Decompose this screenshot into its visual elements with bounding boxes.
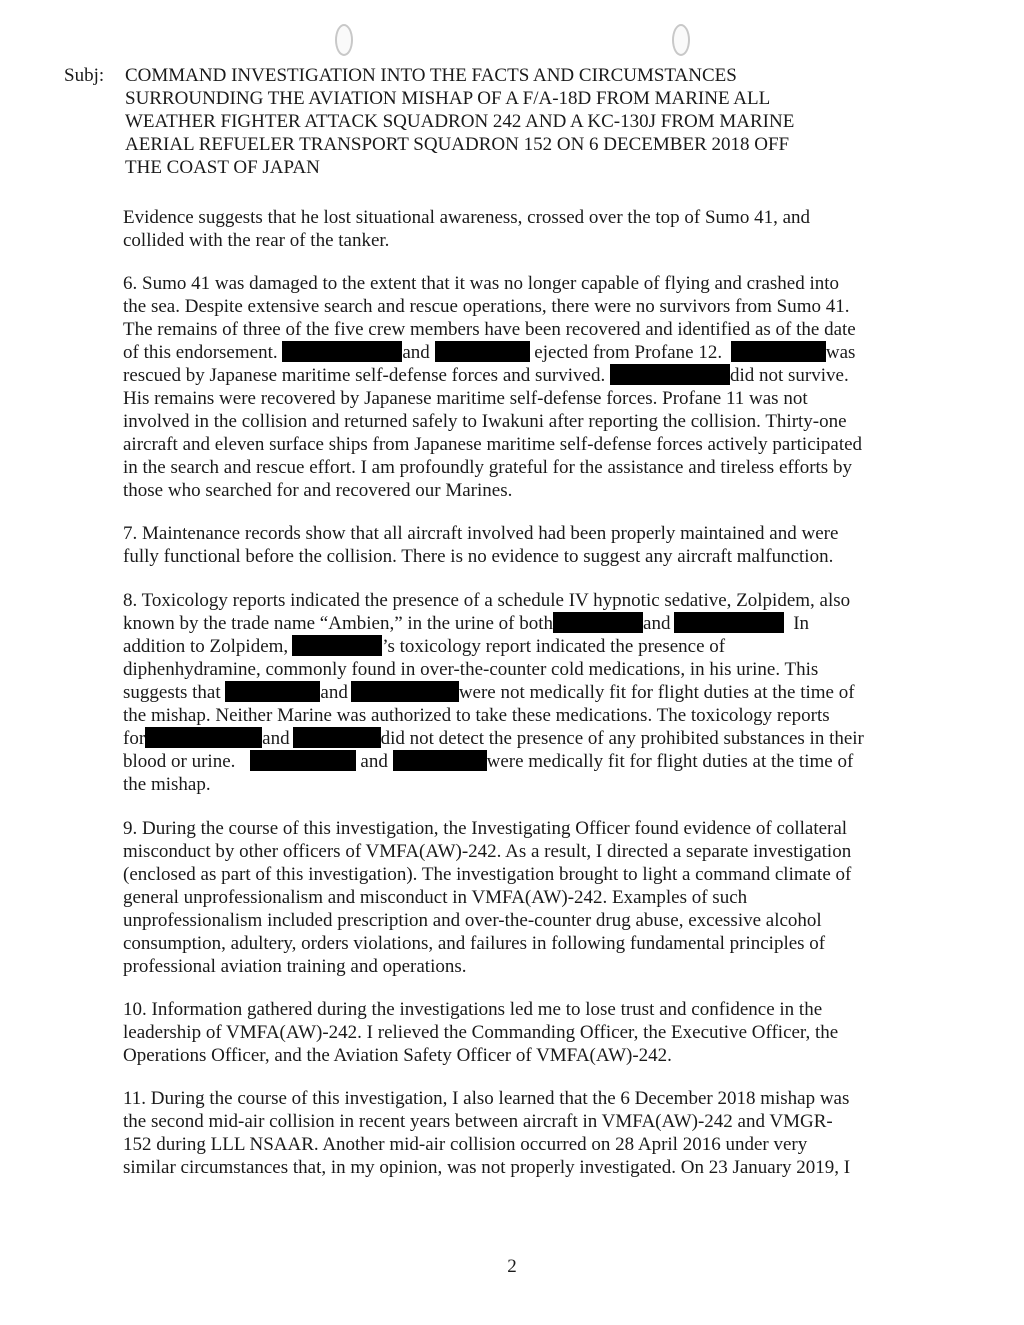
text-line: 11. During the course of this investigation, I also learned that the 6 December 2018 mishap was [123,1088,850,1109]
text-line: misconduct by other officers of VMFA(AW)-242. As a result, I directed a separate investigation [123,841,852,862]
text-line: (enclosed as part of this investigation). The investigation brought to light a command climate of [123,864,852,885]
text-line: His remains were recovered by Japanese maritime self-defense forces. Profane 11 was not [123,388,808,409]
text-span: blood or urine. [123,751,236,772]
redaction-block [225,681,320,702]
text-span: In [793,613,810,634]
paragraph-6 [123,272,923,502]
subject-line: COMMAND INVESTIGATION INTO THE FACTS AND CIRCUMSTANCES [125,65,737,86]
text-span: and [262,728,290,749]
text-line: consumption, adultery, orders violations, and failures in following fundamental principles of [123,933,826,954]
text-line [123,341,923,364]
text-line: in the search and rescue effort. I am profoundly grateful for the assistance and tireless efforts by [123,457,852,478]
text-line [123,727,923,750]
text-span: suggests that [123,682,221,703]
text-line: collided with the rear of the tanker. [123,230,390,251]
text-line: Operations Officer, and the Aviation Safety Officer of VMFA(AW)-242. [123,1045,672,1066]
text-line: professional aviation training and operations. [123,956,467,977]
text-span: for [123,728,146,749]
text-span: were not medically fit for flight duties at the time of [458,682,855,703]
redaction-block [393,750,487,771]
text-line: 10. Information gathered during the investigations led me to lose trust and confidence in the [123,999,823,1020]
text-line [123,750,923,773]
text-span: addition to Zolpidem, [123,636,289,657]
redaction-block [435,341,530,362]
text-line: the second mid-air collision in recent years between aircraft in VMFA(AW)-242 and VMGR- [123,1111,833,1132]
text-span: and [643,613,671,634]
text-span: and [360,751,388,772]
subject-line: WEATHER FIGHTER ATTACK SQUADRON 242 AND A KC-130J FROM MARINE [125,111,795,132]
text-line: similar circumstances that, in my opinion, was not properly investigated. On 23 January 2019, I [123,1157,851,1178]
text-span: did not detect the presence of any prohibited substances in their [380,728,864,749]
text-line: involved in the collision and returned safely to Iwakuni after reporting the collision. Thirty-one [123,411,847,432]
text-span: ejected from Profane 12. [534,342,723,363]
text-line: Evidence suggests that he lost situational awareness, crossed over the top of Sumo 41, and [123,207,811,228]
text-line: 152 during LLL NSAAR. Another mid-air collision occurred on 28 April 2016 under very [123,1134,808,1155]
redaction-block [610,364,730,385]
text-line [123,681,923,704]
redaction-block [145,727,262,748]
redaction-block [731,341,826,362]
page-number: 2 [507,1256,517,1277]
text-span: were medically fit for flight duties at the time of [486,751,854,772]
text-line: leadership of VMFA(AW)-242. I relieved the Commanding Officer, the Executive Officer, the [123,1022,839,1043]
text-line: general unprofessionalism and misconduct in VMFA(AW)-242. Examples of such [123,887,748,908]
text-line: 9. During the course of this investigation, the Investigating Officer found evidence of collateral [123,818,848,839]
text-line: diphenhydramine, commonly found in over-the-counter cold medications, in his urine. This [123,659,819,680]
text-line: The remains of three of the five crew members have been recovered and identified as of the date [123,319,856,340]
redaction-block [674,612,784,633]
text-line: those who searched for and recovered our Marines. [123,480,513,501]
punch-hole-icon [335,24,353,56]
text-line [123,612,923,635]
text-span: ’s toxicology report indicated the presence of [382,636,726,657]
text-line: unprofessionalism included prescription and over-the-counter drug abuse, excessive alcohol [123,910,822,931]
text-line: fully functional before the collision. There is no evidence to suggest any aircraft malfunction. [123,546,834,567]
text-span: did not survive. [729,365,849,386]
punch-hole-icon [672,24,690,56]
text-span: rescued by Japanese maritime self-defense forces and survived. [123,365,606,386]
redaction-block [292,635,382,656]
text-line: aircraft and eleven surface ships from Japanese maritime self-defense forces actively participated [123,434,863,455]
redaction-block [553,612,643,633]
paragraph-9 [123,817,923,978]
text-span: and [402,342,430,363]
text-line: the sea. Despite extensive search and rescue operations, there were no survivors from Sumo 41. [123,296,850,317]
text-span: and [320,682,348,703]
text-line [123,635,923,658]
subject-label: Subj: [64,65,105,86]
text-span: known by the trade name “Ambien,” in the urine of both [123,613,554,634]
redaction-block [293,727,381,748]
paragraph-11 [123,1087,923,1179]
paragraph-10 [123,998,923,1067]
text-line: 8. Toxicology reports indicated the presence of a schedule IV hypnotic sedative, Zolpidem, also [123,590,851,611]
subject-line: THE COAST OF JAPAN [125,157,320,178]
redaction-block [282,341,402,362]
paragraph-7 [123,522,923,568]
redaction-block [351,681,459,702]
text-line: 7. Maintenance records show that all aircraft involved had been properly maintained and were [123,523,839,544]
text-line [123,364,923,387]
text-span: was [825,342,856,363]
subject-line: AERIAL REFUELER TRANSPORT SQUADRON 152 ON 6 DECEMBER 2018 OFF [125,134,790,155]
subject-line: SURROUNDING THE AVIATION MISHAP OF A F/A-18D FROM MARINE ALL [125,88,771,109]
redaction-block [250,750,356,771]
text-line: the mishap. [123,774,211,795]
paragraph-8 [123,589,923,796]
text-span: of this endorsement. [123,342,278,363]
paragraph-5-continuation [123,206,923,252]
text-line: 6. Sumo 41 was damaged to the extent that it was no longer capable of flying and crashed into [123,273,840,294]
text-line: the mishap. Neither Marine was authorized to take these medications. The toxicology reports [123,705,830,726]
